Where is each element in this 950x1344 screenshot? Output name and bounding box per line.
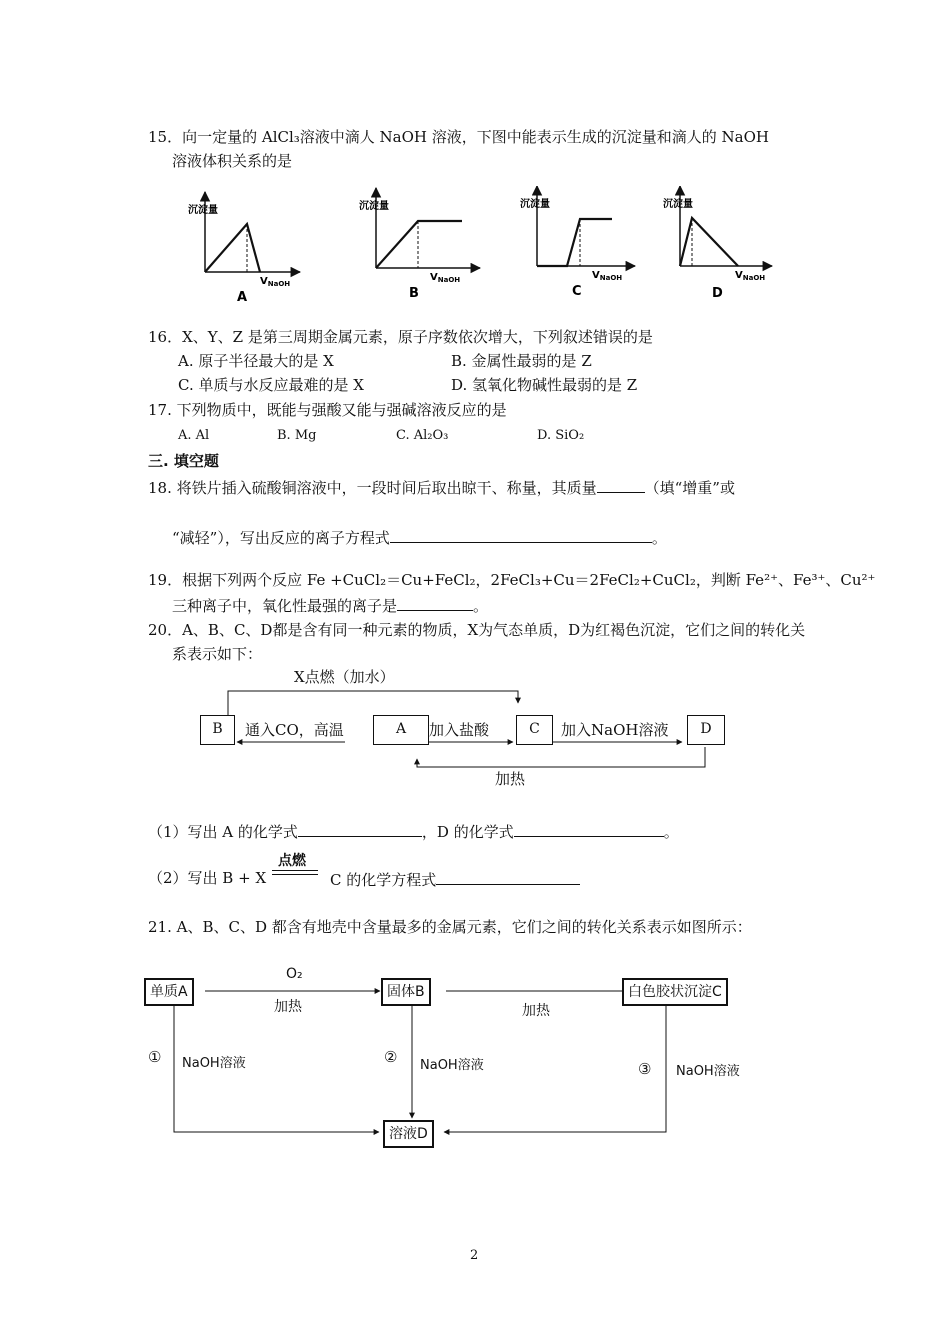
q21-box-c: 白色胶状沉淀C — [622, 978, 728, 1006]
graph-a-label: A — [237, 290, 248, 305]
q20-sub2 — [330, 868, 580, 890]
q21-o2-label: O₂ — [286, 966, 303, 982]
q18-line2 — [172, 526, 667, 548]
graph-c-label: C — [572, 284, 582, 299]
q20-bottom-label: 加热 — [495, 770, 526, 788]
q20-sub1 — [148, 820, 679, 842]
svg-text:VNaOH: $V_{NaOH}$ — [430, 272, 461, 284]
q20-sub2-text: （2）写出 B + X — [148, 869, 267, 887]
q18-line2-tail: 。 — [651, 529, 667, 547]
q21-heat-label-1: 加热 — [274, 999, 302, 1015]
q20-box-d: D — [687, 715, 725, 745]
q20-condition-label: 点燃 — [278, 853, 306, 869]
q20-blank-eq[interactable] — [436, 868, 580, 885]
q17-option-b: B. Mg — [277, 428, 317, 443]
graph-b-label: B — [409, 286, 419, 301]
q18-blank-2[interactable] — [390, 526, 652, 543]
q21-box-a: 单质A — [144, 978, 194, 1006]
q20-box-c: C — [516, 715, 553, 745]
q21-step-2: ② — [384, 1048, 398, 1066]
q21-naoh-1: NaOH溶液 — [182, 1056, 246, 1071]
q17-stem: 17. 下列物质中，既能与强酸又能与强碱溶液反应的是 — [148, 401, 507, 419]
q18-line1-tail: （填“增重”或 — [644, 479, 735, 497]
graph-c — [519, 186, 635, 299]
q21-box-d: 溶液D — [383, 1120, 434, 1148]
q20-condition-arrow — [272, 850, 322, 882]
q21-naoh-3: NaOH溶液 — [676, 1064, 740, 1079]
q18-blank-1[interactable] — [597, 476, 645, 493]
q17-option-a: A. Al — [178, 428, 210, 443]
q19-line2-tail: 。 — [473, 597, 489, 615]
q18-line1 — [148, 476, 735, 498]
q20-arrow-cd-label: 加入NaOH溶液 — [561, 721, 669, 739]
svg-text:VNaOH: $V_{NaOH}$ — [592, 270, 623, 282]
q15-line1: 15．向一定量的 AlCl₃溶液中滴人 NaOH 溶液，下图中能表示生成的沉淀量和滴人的 NaOH — [148, 128, 769, 146]
q20-blank-d[interactable] — [514, 820, 664, 837]
q20-arrow-ab-label: 通入CO，高温 — [245, 721, 344, 739]
q20-line1: 20．A、B、C、D都是含有同一种元素的物质，X为气态单质，D为红褐色沉淀，它们之间的转化关 — [148, 621, 806, 639]
q19-line1: 19．根据下列两个反应 Fe +CuCl₂＝Cu+FeCl₂，2FeCl₃+Cu＝2FeCl₂+CuCl₂，判断 Fe²⁺、Fe³⁺、Cu²⁺ — [148, 571, 876, 589]
q20-box-a: A — [373, 715, 429, 745]
svg-text:VNaOH: $V_{NaOH}$ — [260, 276, 291, 288]
q18-line2-text: “减轻”），写出反应的离子方程式 — [172, 529, 390, 547]
graph-d — [662, 186, 772, 301]
q21-heat-label-2: 加热 — [522, 1003, 550, 1019]
q20-sub1-mid: ，D 的化学式 — [421, 823, 514, 841]
q19-line2-text: 三种离子中，氧化性最强的离子是 — [172, 597, 398, 615]
svg-text:沉淀量: 沉淀量 — [359, 201, 389, 212]
q16-option-c: C. 单质与水反应最难的是 X — [178, 376, 364, 394]
q17-option-d: D. SiO₂ — [537, 428, 585, 443]
q16-stem: 16．X、Y、Z 是第三周期金属元素，原子序数依次增大，下列叙述错误的是 — [148, 328, 653, 346]
q21-diagram — [140, 960, 780, 1160]
q20-sub2-tail: C 的化学方程式 — [330, 871, 437, 889]
q15-graphs — [180, 186, 780, 310]
q21-step-1: ① — [148, 1048, 162, 1066]
q20-line2: 系表示如下： — [172, 645, 263, 663]
svg-text:沉淀量: 沉淀量 — [663, 199, 693, 210]
q20-top-label: X点燃（加水） — [294, 668, 395, 686]
q21-stem: 21. A、B、C、D 都含有地壳中含量最多的金属元素，它们之间的转化关系表示如图所示： — [148, 918, 752, 936]
q21-box-b: 固体B — [381, 978, 431, 1006]
q20-diagram — [195, 665, 740, 795]
section-title: 三. 填空题 — [148, 452, 219, 470]
svg-text:VNaOH: $V_{NaOH}$ — [735, 270, 766, 282]
q20-sub1-text: （1）写出 A 的化学式 — [148, 823, 298, 841]
svg-text:沉淀量: 沉淀量 — [520, 199, 550, 210]
graph-a-ylabel: 沉淀量 — [188, 205, 218, 216]
q20-box-b: B — [200, 715, 235, 745]
q20-blank-a[interactable] — [298, 820, 422, 837]
graph-d-label: D — [712, 286, 723, 301]
q20-sub1-tail: 。 — [663, 823, 679, 841]
page-number: 2 — [470, 1248, 479, 1263]
q18-line1-text: 18. 将铁片插入硫酸铜溶液中，一段时间后取出晾干、称量，其质量 — [148, 479, 597, 497]
q15-line2: 溶液体积关系的是 — [172, 152, 293, 170]
q20-arrow-ac-label: 加入盐酸 — [429, 721, 490, 739]
q19-blank[interactable] — [397, 594, 473, 611]
graph-a — [187, 192, 300, 305]
graph-b — [358, 188, 480, 301]
q16-option-a: A. 原子半径最大的是 X — [178, 352, 334, 370]
q16-option-b: B. 金属性最弱的是 Z — [451, 352, 592, 370]
q21-naoh-2: NaOH溶液 — [420, 1058, 484, 1073]
q16-option-d: D. 氢氧化物碱性最弱的是 Z — [451, 376, 638, 394]
q19-line2 — [172, 594, 488, 616]
q21-step-3: ③ — [638, 1060, 652, 1078]
q17-option-c: C. Al₂O₃ — [396, 428, 449, 443]
